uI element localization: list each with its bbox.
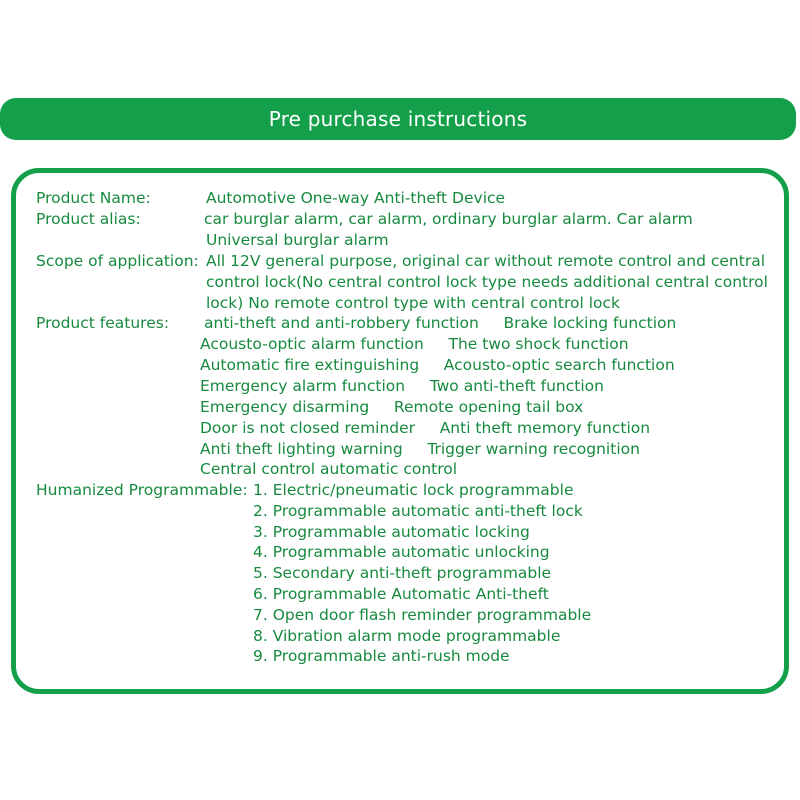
programmable-item: 4. Programmable automatic unlocking xyxy=(253,543,550,561)
programmable-label: Humanized Programmable: xyxy=(36,481,248,499)
programmable-item: 9. Programmable anti-rush mode xyxy=(253,647,510,665)
feature-line: Central control automatic control xyxy=(200,460,458,478)
programmable-item: 2. Programmable automatic anti-theft lock xyxy=(253,502,583,520)
product-name-value: Automotive One-way Anti-theft Device xyxy=(206,189,506,207)
feature-line: Anti theft lighting warning Trigger warning recognition xyxy=(200,440,640,458)
scope-line: lock) No remote control type with central control lock xyxy=(206,294,620,312)
programmable-item: 3. Programmable automatic locking xyxy=(253,523,530,541)
product-name-label: Product Name: xyxy=(36,189,151,207)
feature-line: Automatic fire extinguishing Acousto-optic search function xyxy=(200,356,675,374)
title-banner xyxy=(0,98,796,140)
programmable-item: 7. Open door flash reminder programmable xyxy=(253,606,592,624)
programmable-item: 8. Vibration alarm mode programmable xyxy=(253,627,561,645)
product-alias-label: Product alias: xyxy=(36,210,141,228)
feature-line: Emergency alarm function Two anti-theft function xyxy=(200,377,604,395)
feature-line: Door is not closed reminder Anti theft memory function xyxy=(200,419,651,437)
banner-title: Pre purchase instructions xyxy=(268,107,528,131)
scope-line: control lock(No central control lock type needs additional central control xyxy=(206,273,768,291)
feature-line: Acousto-optic alarm function The two shock function xyxy=(200,335,629,353)
programmable-item: 1. Electric/pneumatic lock programmable xyxy=(253,481,574,499)
feature-line: Emergency disarming Remote opening tail box xyxy=(200,398,584,416)
scope-label: Scope of application: xyxy=(36,252,199,270)
product-alias-line: car burglar alarm, car alarm, ordinary burglar alarm. Car alarm xyxy=(204,210,693,228)
feature-line: anti-theft and anti-robbery function Brake locking function xyxy=(204,314,677,332)
programmable-item: 5. Secondary anti-theft programmable xyxy=(253,564,552,582)
features-label: Product features: xyxy=(36,314,170,332)
product-alias-line: Universal burglar alarm xyxy=(206,231,389,249)
programmable-item: 6. Programmable Automatic Anti-theft xyxy=(253,585,549,603)
scope-line: All 12V general purpose, original car without remote control and central xyxy=(206,252,766,270)
